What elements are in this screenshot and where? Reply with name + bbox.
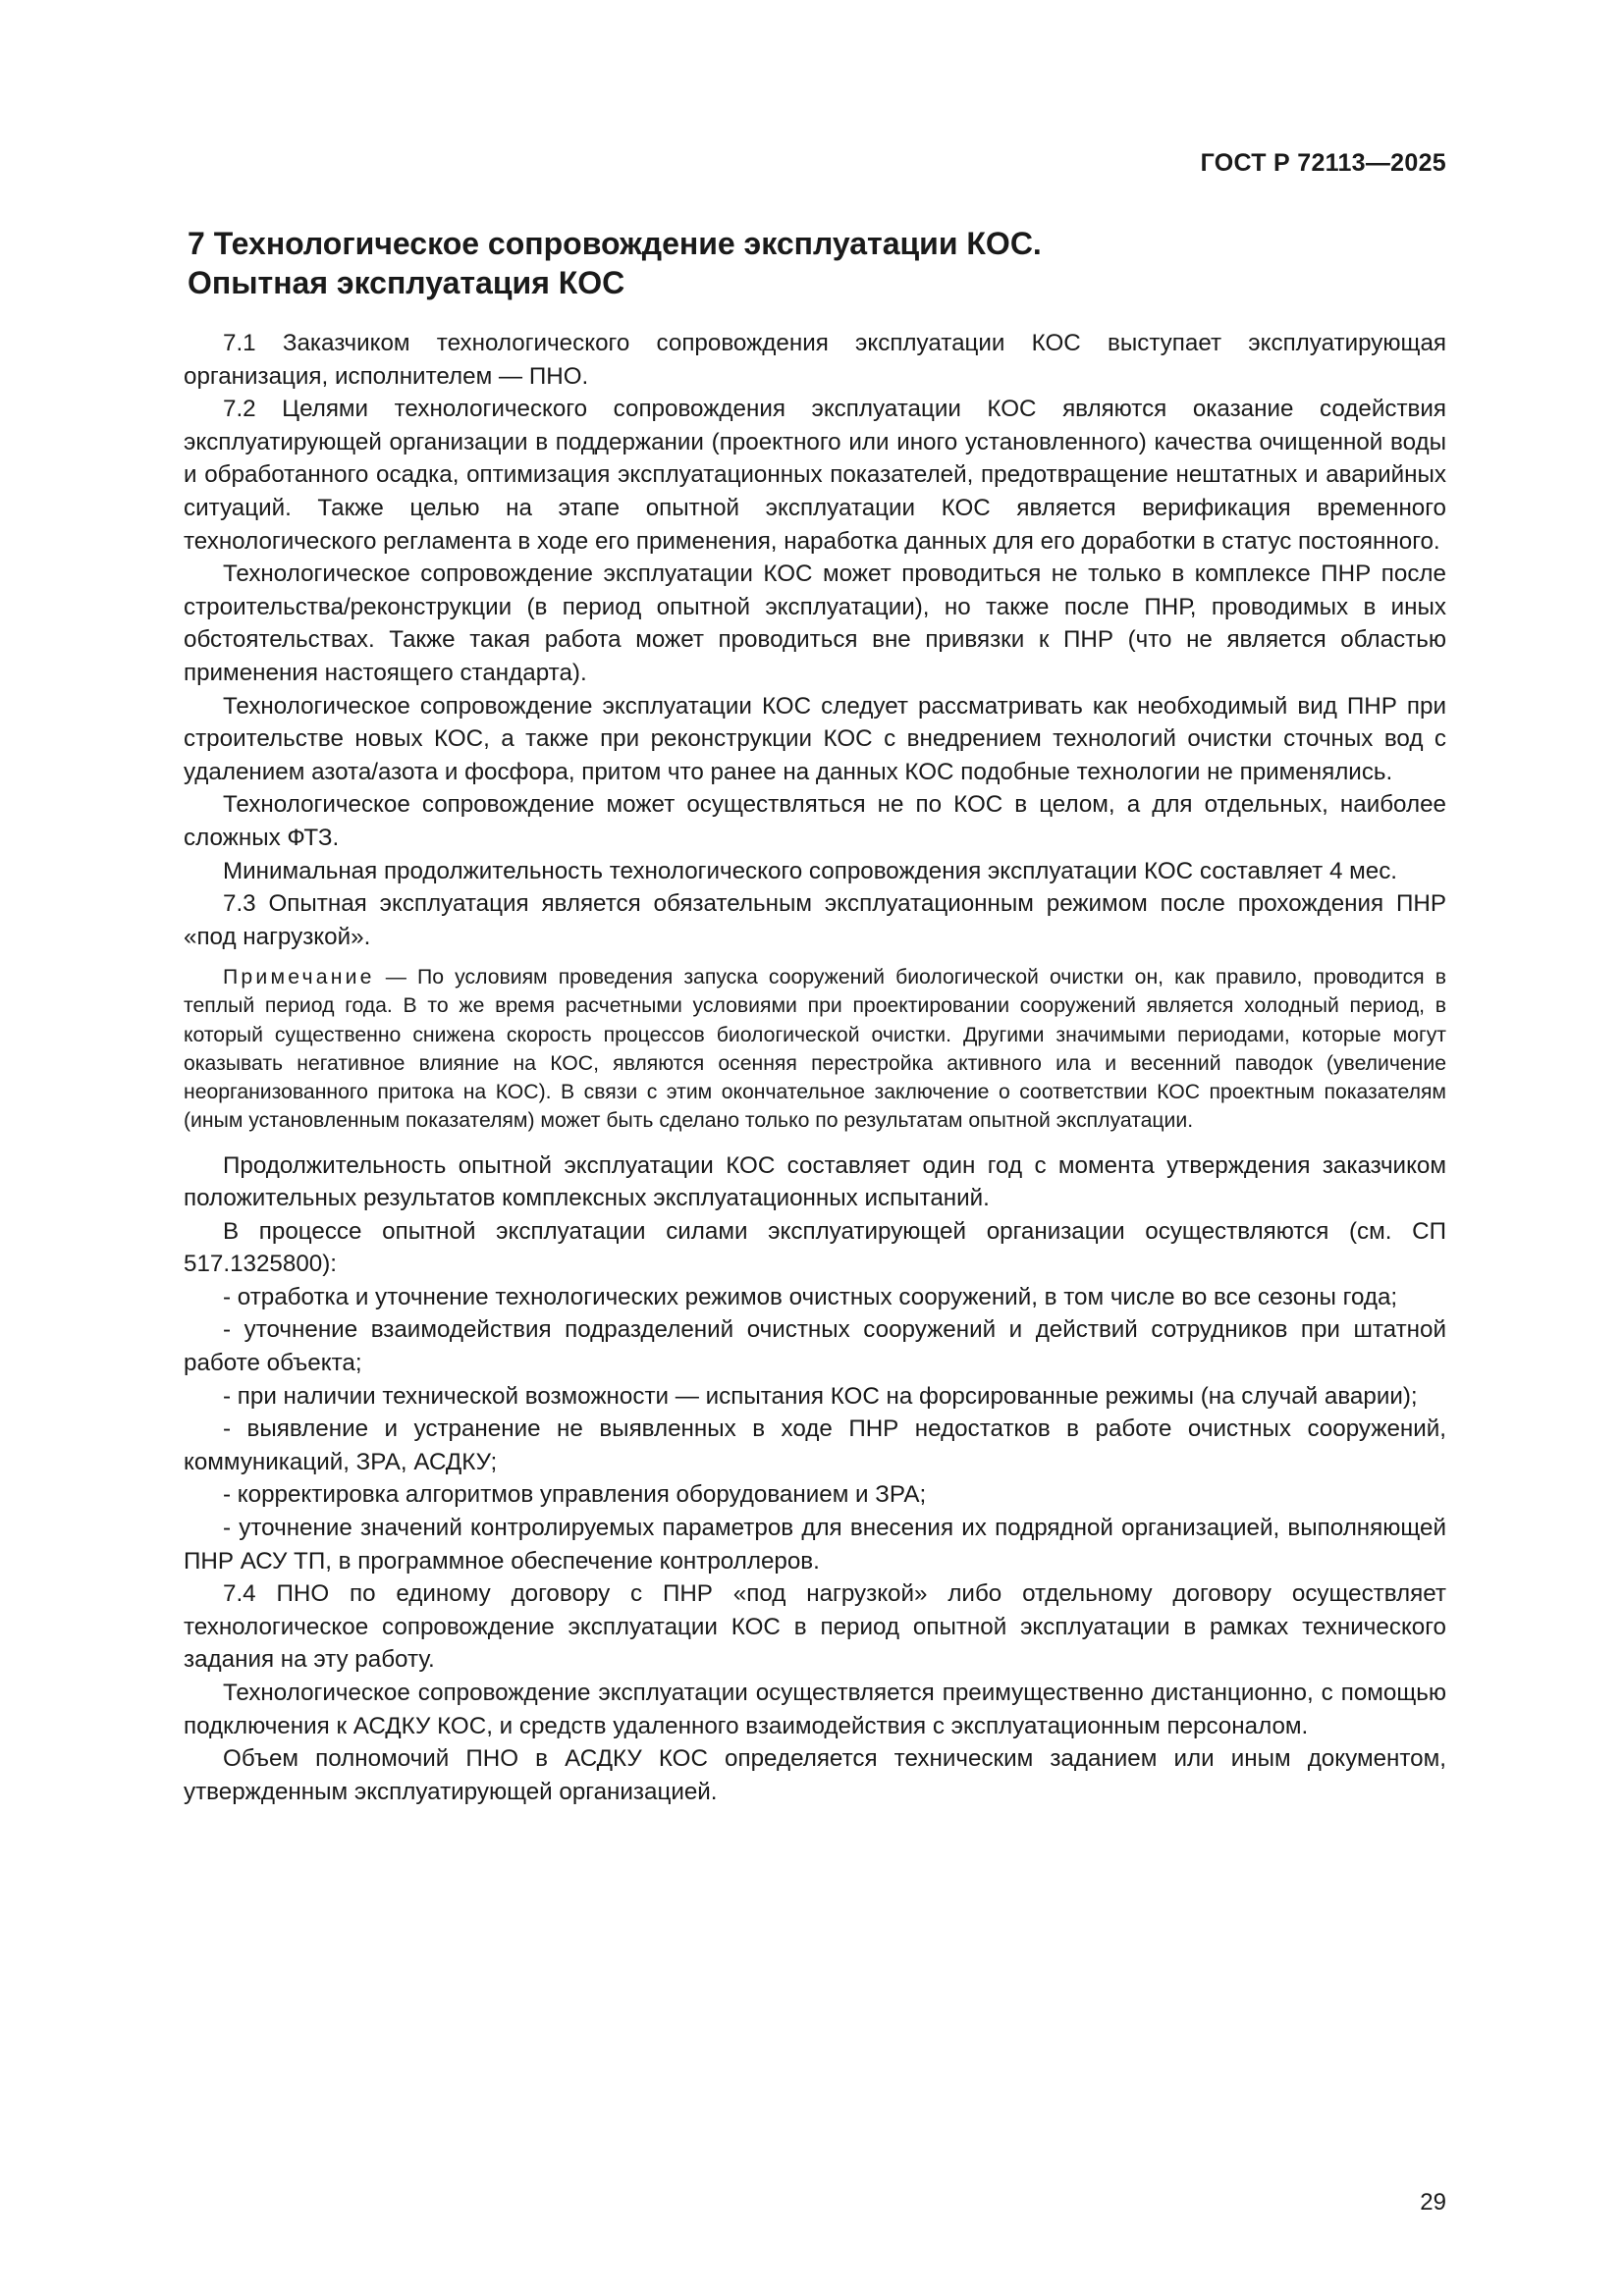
list-item: - уточнение значений контролируемых параметров для внесения их подрядной организацией, выполняющей ПНР АСУ ТП, в программное обеспечение контроллеров. [184, 1515, 1446, 1575]
paragraph: Объем полномочий ПНО в АСДКУ КОС определяется техническим заданием или иным документом, утвержденным эксплуатирующей организацией. [184, 1745, 1446, 1805]
paragraph: Технологическое сопровождение эксплуатации КОС следует рассматривать как необходимый вид ПНР при строительстве новых КОС, а также при реконструкции КОС с внедрением технологий очистки сточных вод с удалением азота/азота и фосфора, притом что ранее на данных КОС подобные технологии не применялись. [184, 692, 1446, 785]
document-page [184, 0, 1446, 2296]
document-code: ГОСТ Р 72113—2025 [1200, 149, 1446, 177]
list-item: - выявление и устранение не выявленных в ходе ПНР недостатков в работе очистных сооружений, коммуникаций, ЗРА, АСДКУ; [184, 1415, 1446, 1475]
paragraph-7-3: 7.3 Опытная эксплуатация является обязательным эксплуатационным режимом после прохождения ПНР «под нагрузкой». [184, 890, 1446, 950]
paragraph: В процессе опытной эксплуатации силами эксплуатирующей организации осуществляются (см. СП 517.1325800): [184, 1217, 1446, 1278]
paragraph: Технологическое сопровождение эксплуатации КОС может проводиться не только в комплексе ПНР после строительства/реконструкции (в период опытной эксплуатации), но также после ПНР, проводимых в иных обстоятельствах. Также такая работа может проводиться вне привязки к ПНР (что не является областью применения настоящего стандарта). [184, 561, 1446, 686]
paragraph-7-4: 7.4 ПНО по единому договору с ПНР «под нагрузкой» либо отдельному договору осуществляет технологическое сопровождение эксплуатации КОС в период опытной эксплуатации в рамках технического задания на эту работу. [184, 1580, 1446, 1674]
paragraph: Продолжительность опытной эксплуатации КОС составляет один год с момента утверждения заказчиком положительных результатов комплексных эксплуатационных испытаний. [184, 1151, 1446, 1212]
paragraph: Технологическое сопровождение эксплуатации осуществляется преимущественно дистанционно, с помощью подключения к АСДКУ КОС, и средств удаленного взаимодействия с эксплуатационным персоналом. [184, 1680, 1446, 1739]
list-item: - уточнение взаимодействия подразделений очистных сооружений и действий сотрудников при штатной работе объекта; [184, 1316, 1446, 1377]
section-title-line-1: 7 Технологическое сопровождение эксплуатации КОС. [188, 226, 1042, 261]
list-item: - корректировка алгоритмов управления оборудованием и ЗРА; [223, 1481, 927, 1509]
list-item: - при наличии технической возможности — испытания КОС на форсированные режимы (на случай аварии); [223, 1382, 1418, 1410]
list-item: - отработка и уточнение технологических режимов очистных сооружений, в том числе во все сезоны года; [223, 1283, 1398, 1310]
note-block [184, 963, 1446, 1135]
page-number: 29 [1420, 2189, 1446, 2216]
paragraph: Минимальная продолжительность технологического сопровождения эксплуатации КОС составляет 4 мес. [223, 857, 1398, 884]
paragraph-7-2: 7.2 Целями технологического сопровождения эксплуатации КОС являются оказание содействия эксплуатирующей организации в поддержании (проектного или иного установленного) качества очищенной воды и обработанного осадка, оптимизация эксплуатационных показателей, предотвращение нештатных и аварийных ситуаций. Также целью на этапе опытной эксплуатации КОС является верификация временного технологического регламента в ходе его применения, наработка данных для его доработки в статус постоянного. [184, 396, 1446, 555]
document-body [184, 327, 1446, 1808]
note-text: — По условиям проведения запуска сооружений биологической очистки он, как правило, проводится в теплый период года. В то же время расчетными условиями при проектировании сооружений является холодный период, в который существенно снижена скорость процессов биологической очистки. Другими значимыми периодами, которые могут оказывать негативное влияние на КОС, являются осенняя перестройка активного ила и весенний паводок (увеличение неорганизованного притока на КОС). В связи с этим окончательное заключение о соответствии КОС проектным показателям (иным установленным показателям) может быть сделано только по результатам опытной эксплуатации. [184, 966, 1446, 1133]
section-title-line-2: Опытная эксплуатация КОС [188, 265, 625, 300]
section-title [184, 224, 1446, 302]
paragraph-7-1: 7.1 Заказчиком технологического сопровождения эксплуатации КОС выступает эксплуатирующая организация, исполнителем — ПНО. [184, 330, 1446, 390]
note-label: Примечание [223, 966, 375, 989]
paragraph: Технологическое сопровождение может осуществляться не по КОС в целом, а для отдельных, наиболее сложных ФТЗ. [184, 791, 1446, 851]
